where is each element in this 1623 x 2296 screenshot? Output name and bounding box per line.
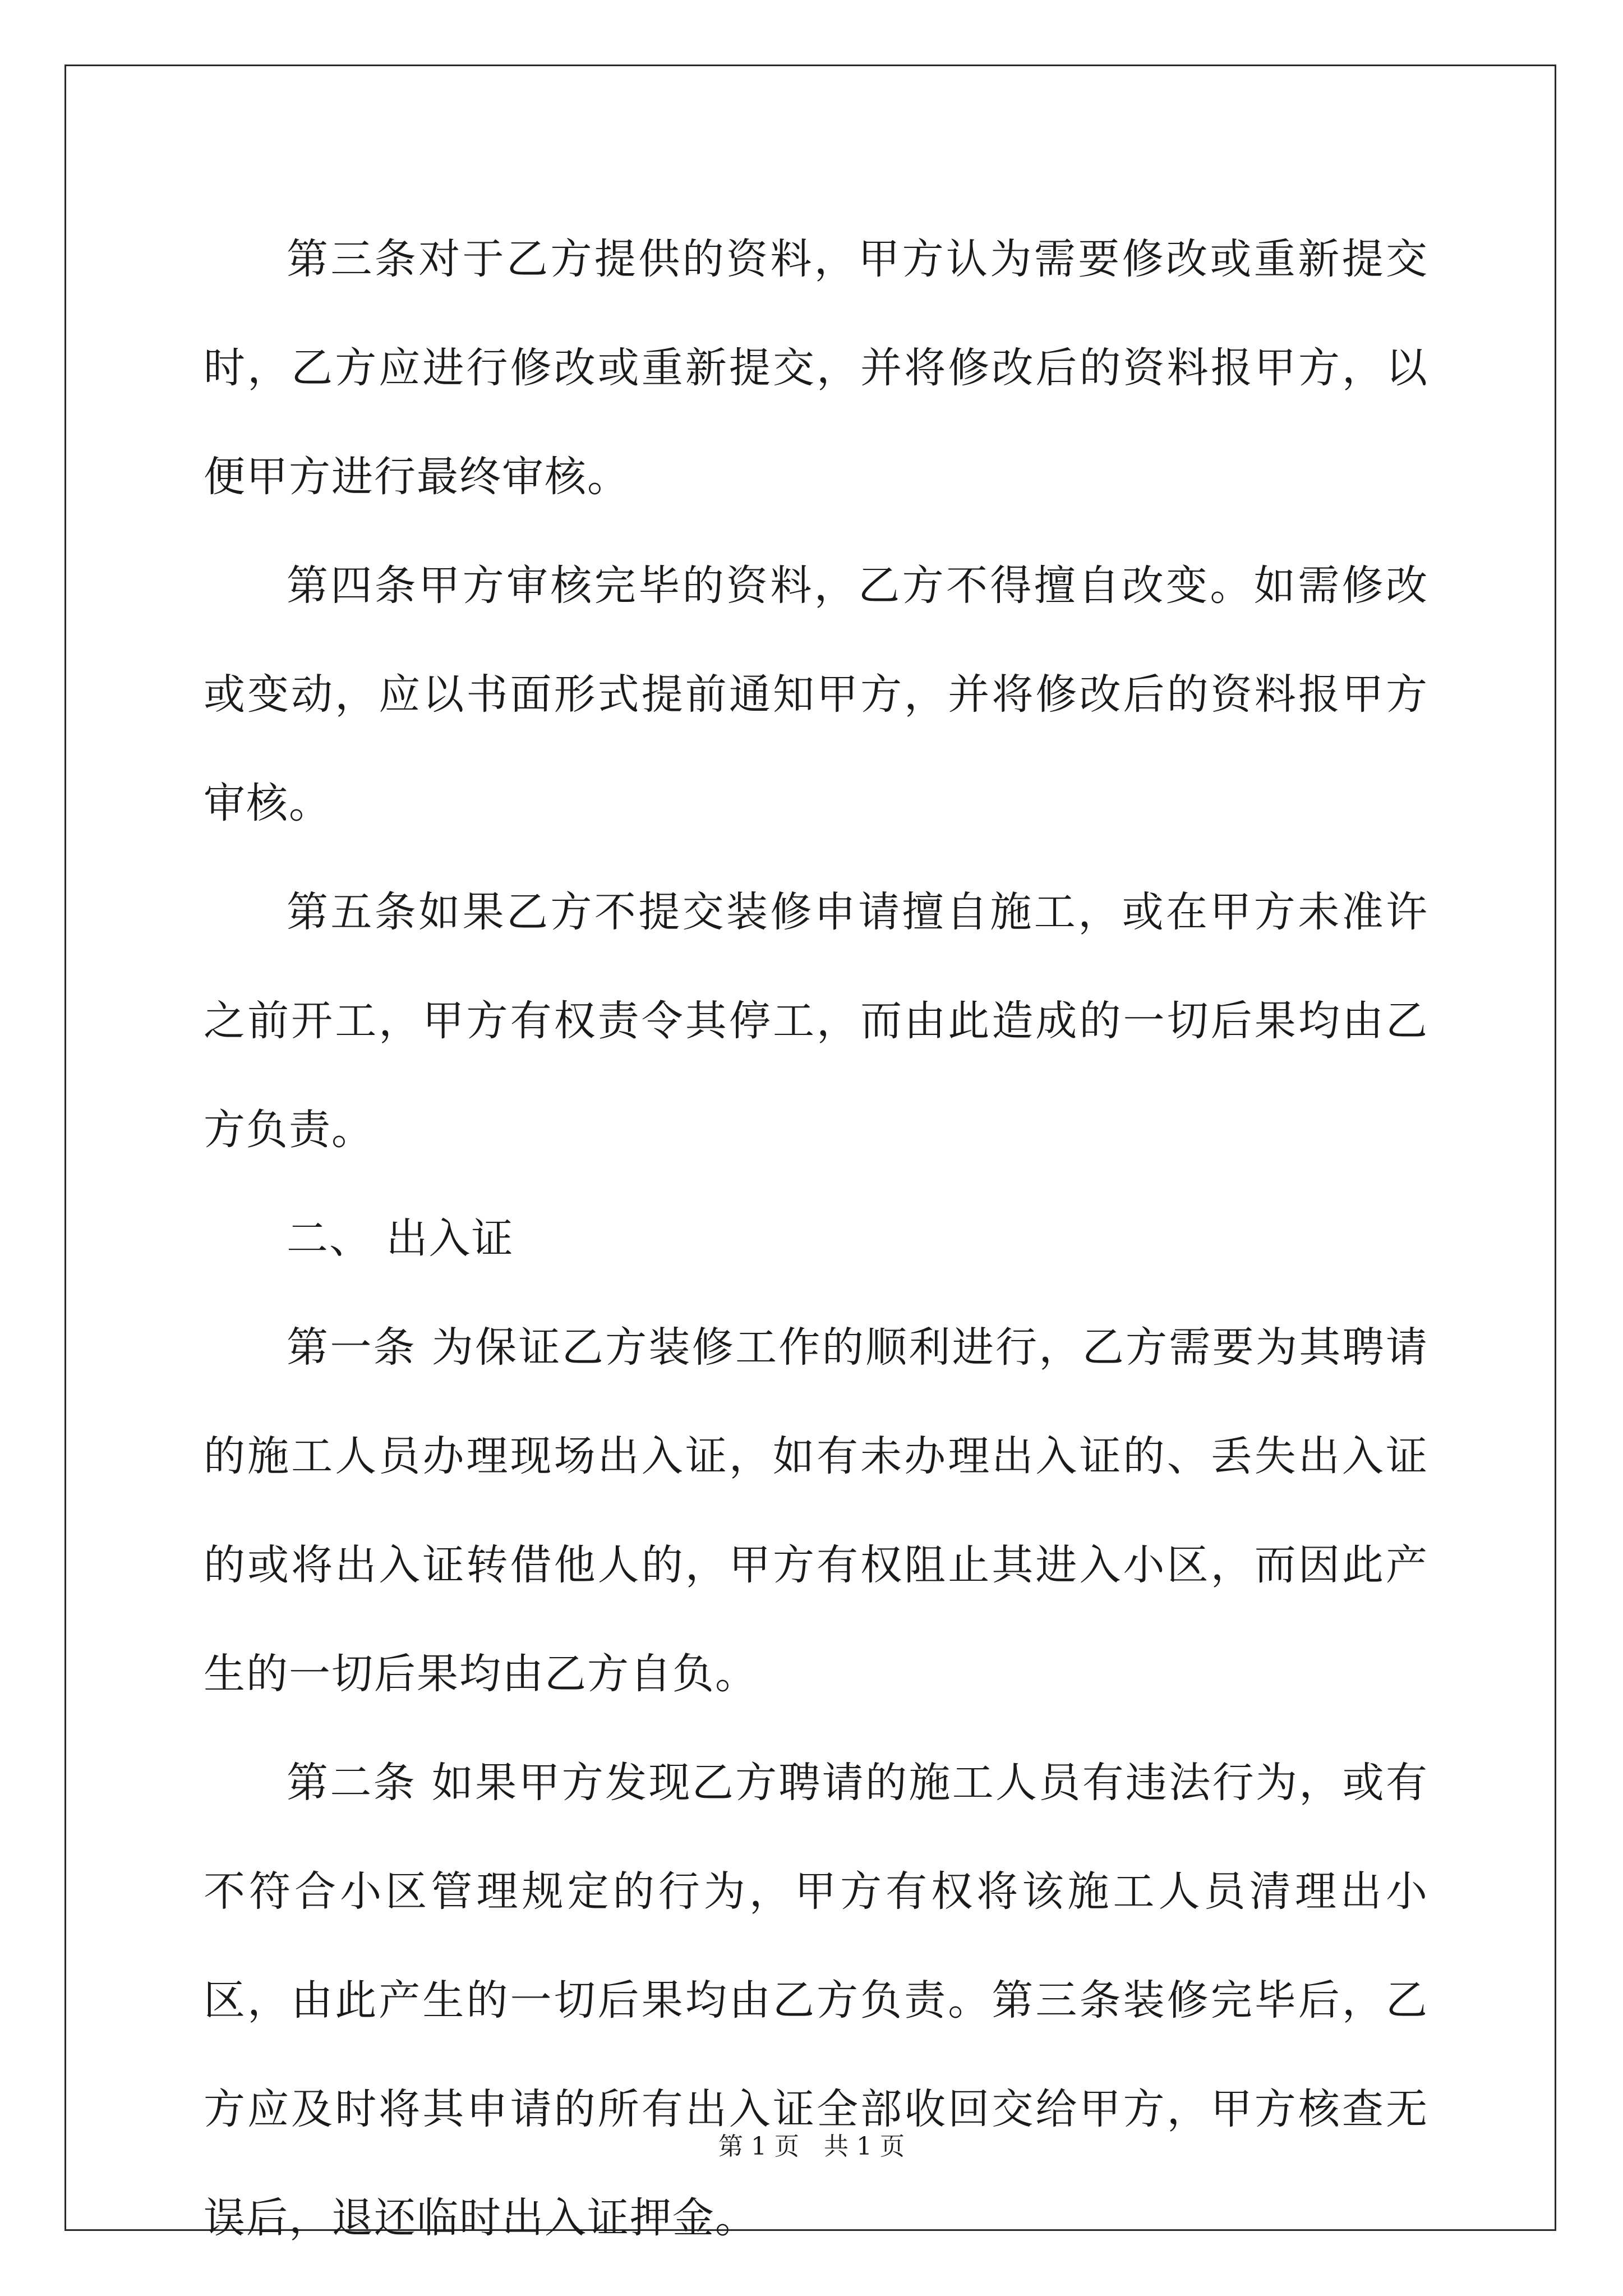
paragraph-pass-article-2: 第二条 如果甲方发现乙方聘请的施工人员有违法行为，或有不符合小区管理规定的行为，甲方有权将该施工人员清理出小区，由此产生的一切后果均由乙方负责。第三条装修完毕后，乙方应及时将其申请的所有出入证全部收回交给甲方，甲方核查无误后，退还临时出入证押金。 bbox=[204, 1759, 1428, 2242]
section-heading-pass: 二、 出入证 bbox=[287, 1214, 514, 1263]
document-body bbox=[204, 205, 1428, 2272]
paragraph-article-3: 第三条对于乙方提供的资料，甲方认为需要修改或重新提交时，乙方应进行修改或重新提交，并将修改后的资料报甲方，以便甲方进行最终审核。 bbox=[204, 235, 1428, 501]
paragraph-article-5: 第五条如果乙方不提交装修申请擅自施工，或在甲方未准许之前开工，甲方有权责令其停工，而由此造成的一切后果均由乙方负责。 bbox=[204, 888, 1428, 1154]
page-number-label: 第 1 页 共 1 页 bbox=[718, 2132, 905, 2161]
paragraph-article-4: 第四条甲方审核完毕的资料，乙方不得擅自改变。如需修改或变动，应以书面形式提前通知甲方，并将修改后的资料报甲方审核。 bbox=[204, 562, 1428, 827]
page-footer bbox=[0, 2126, 1623, 2162]
paragraph-pass-article-1: 第一条 为保证乙方装修工作的顺利进行，乙方需要为其聘请的施工人员办理现场出入证，如有未办理出入证的、丢失出入证的或将出入证转借他人的，甲方有权阻止其进入小区，而因此产生的一切后果均由乙方自负。 bbox=[204, 1323, 1428, 1698]
